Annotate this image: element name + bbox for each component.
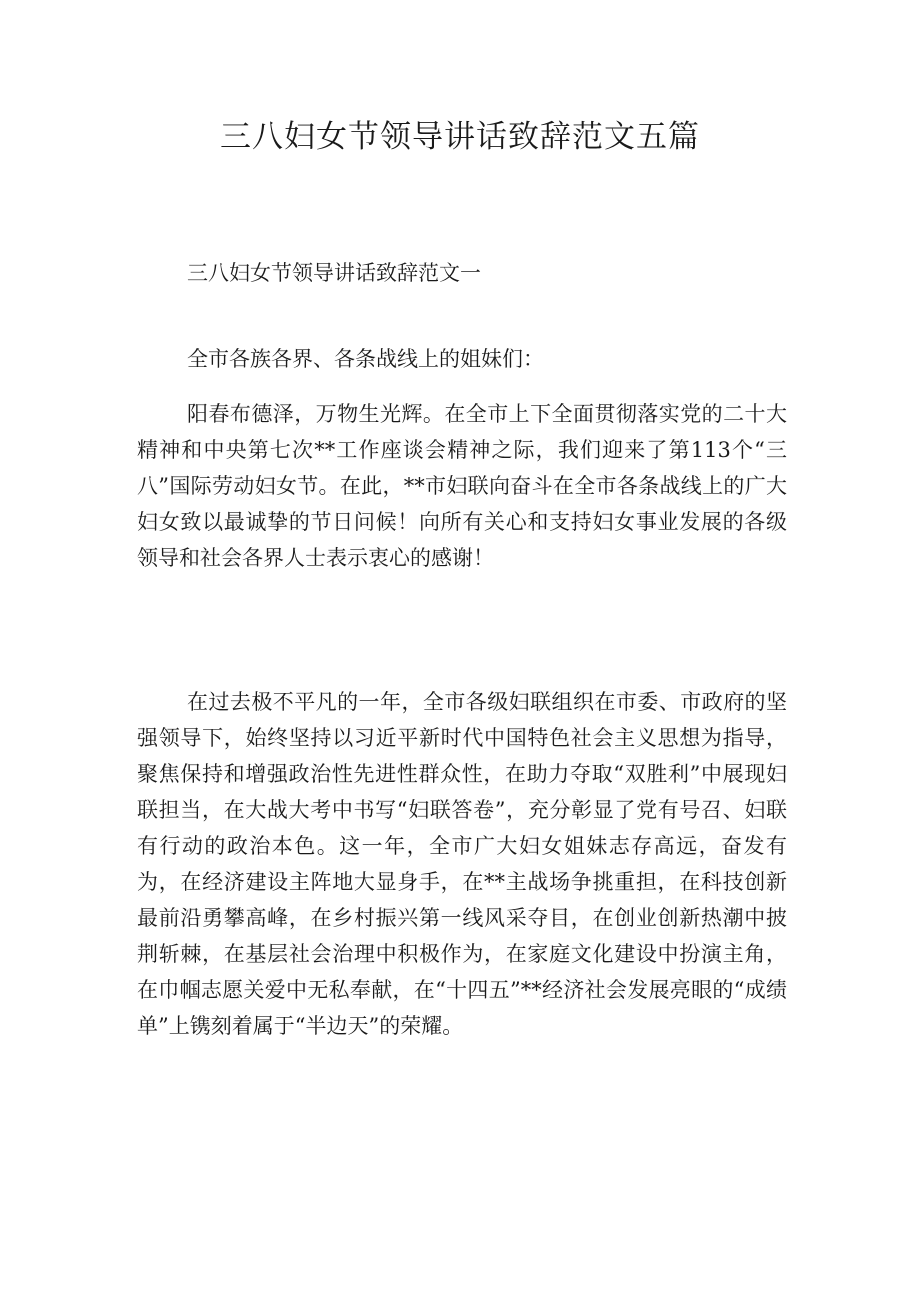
document-title: 三八妇女节领导讲话致辞范文五篇 [220, 119, 700, 155]
section-heading: 三八妇女节领导讲话致辞范文一 [187, 261, 481, 285]
paragraph: 阳春布德泽，万物生光辉。在全市上下全面贯彻落实党的二十大精神和中央第七次**工作座谈会精神之际，我们迎来了第113个“三八”国际劳动妇女节。在此，**市妇联向奋斗在全市各条战线上的广大妇女致以最诚挚的节日问候！向所有关心和支持妇女事业发展的各级领导和社会各界人士表示衷心的感谢！ [137, 402, 787, 570]
paragraph: 在过去极不平凡的一年，全市各级妇联组织在市委、市政府的坚强领导下，始终坚持以习近平新时代中国特色社会主义思想为指导，聚焦保持和增强政治性先进性群众性，在助力夺取“双胜利”中展现妇联担当，在大战大考中书写“妇联答卷”，充分彰显了党有号召、妇联有行动的政治本色。这一年，全市广大妇女姐妹志存高远，奋发有为，在经济建设主阵地大显身手，在**主战场争挑重担，在科技创新最前沿勇攀高峰，在乡村振兴第一线风采夺目，在创业创新热潮中披荆斩棘，在基层社会治理中积极作为，在家庭文化建设中扮演主角，在巾帼志愿关爱中无私奉献，在“十四五”**经济社会发展亮眼的“成绩单”上镌刻着属于“半边天”的荣耀。 [137, 690, 787, 1038]
greeting-line: 全市各族各界、各条战线上的姐妹们： [187, 347, 544, 371]
